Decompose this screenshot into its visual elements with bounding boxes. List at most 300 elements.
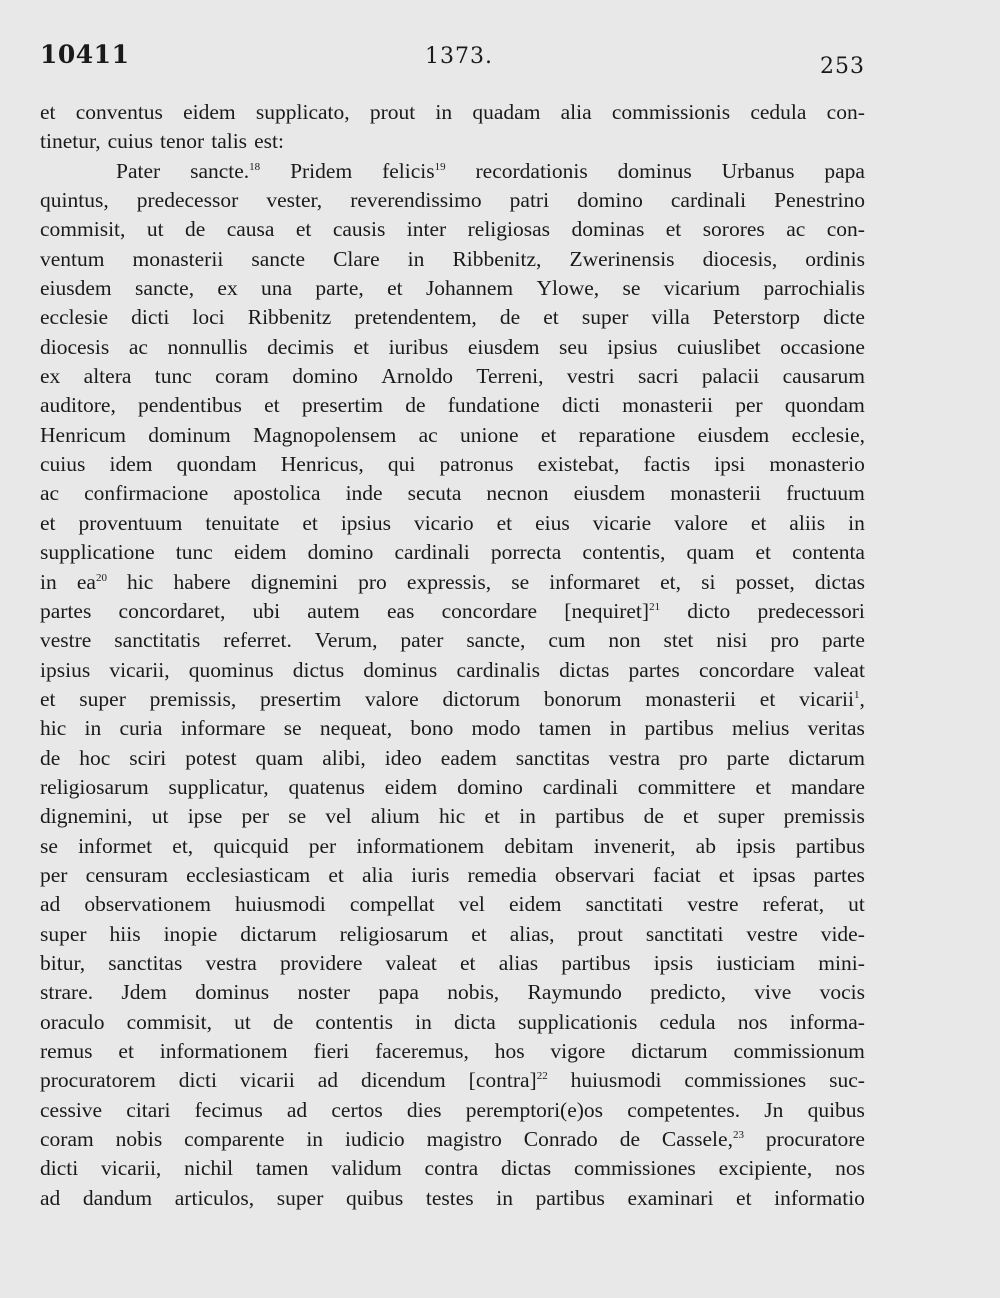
word: procuratore: [765, 1127, 865, 1152]
word: partes: [40, 598, 92, 623]
text-line: [40, 949, 865, 978]
word: Conrado: [523, 1127, 598, 1152]
word: valeat: [813, 657, 865, 682]
word: eidem: [233, 540, 287, 565]
text-line: [40, 127, 865, 156]
word: autem: [307, 598, 360, 623]
word: tamen: [538, 716, 592, 741]
word: eas: [386, 598, 415, 623]
word: dicto: [687, 598, 731, 623]
word: diocesis: [40, 334, 110, 359]
text-line: [40, 215, 865, 244]
word: vel: [325, 804, 352, 829]
word: sanctitatis: [114, 628, 201, 653]
word: ad: [40, 892, 61, 917]
word: quadam: [472, 100, 541, 124]
text-line: [40, 479, 865, 508]
word: sanctitati: [645, 921, 724, 946]
word: observari: [554, 862, 635, 887]
word: et: [471, 921, 487, 946]
word: certos: [331, 1097, 383, 1122]
word: religiosarum: [40, 774, 149, 799]
word: domino: [292, 364, 358, 389]
word: citari: [126, 1097, 171, 1122]
word: debitam: [504, 833, 574, 858]
word: partes: [628, 657, 680, 682]
word: altera: [83, 364, 132, 389]
word: una: [261, 276, 293, 301]
word: ipsi: [714, 452, 746, 477]
word: quintus,: [40, 188, 109, 213]
word: tinetur,: [40, 129, 101, 154]
word: eidem: [183, 100, 236, 124]
word: contra: [424, 1156, 479, 1181]
word: inter: [406, 217, 447, 242]
word: ex: [40, 364, 61, 389]
word: magistro: [426, 1127, 502, 1152]
word: huiusmodi: [570, 1068, 662, 1093]
word: commisit,: [40, 217, 126, 242]
word: recordationis: [475, 158, 588, 183]
text-line: [40, 538, 865, 567]
word: nos: [835, 1156, 865, 1181]
word: dictas: [501, 1156, 552, 1181]
word: domino: [307, 540, 374, 565]
word: et: [755, 774, 772, 799]
word: tamen: [255, 1156, 309, 1181]
word: et: [683, 804, 699, 829]
word: dominum: [148, 422, 231, 447]
text-line: [40, 157, 865, 186]
word: cardinali: [670, 188, 747, 213]
word: pro: [770, 628, 799, 653]
word: cessive: [40, 1097, 103, 1122]
word: ipsis: [736, 833, 776, 858]
word: noster: [297, 980, 351, 1005]
word: quam: [255, 745, 304, 770]
word: ipsis: [653, 950, 694, 975]
word: tunc: [154, 364, 192, 389]
word: eidem: [384, 774, 438, 799]
word: ipsius: [607, 334, 658, 359]
word: concordare: [698, 657, 795, 682]
text-line: [40, 626, 865, 655]
word: eiusdem: [573, 481, 646, 506]
word: bonorum: [543, 686, 622, 711]
word: super: [717, 804, 765, 829]
word: informa-: [789, 1009, 865, 1034]
word: dicendum: [360, 1068, 446, 1093]
word: pro: [358, 569, 387, 594]
text-line: [40, 568, 865, 597]
word: mini-: [818, 950, 865, 975]
word: vester,: [266, 188, 323, 213]
page-header: [40, 40, 865, 80]
word: hoc: [79, 745, 111, 770]
word: secuta: [407, 481, 462, 506]
word: providere: [279, 950, 363, 975]
word: $ea^{20}$: [76, 569, 107, 594]
word: con-: [826, 100, 865, 124]
word: commissiones: [573, 1156, 696, 1181]
word: competentes.: [627, 1097, 741, 1122]
word: supplicationis: [517, 1009, 638, 1034]
word: dicti: [40, 1156, 79, 1181]
word: excipiente,: [718, 1156, 813, 1181]
word: ad: [317, 1068, 339, 1093]
body-text: [40, 98, 865, 1213]
word: premissis,: [149, 686, 237, 711]
word: necnon: [486, 481, 549, 506]
word: eiusdem: [40, 276, 112, 301]
word: et: [759, 686, 776, 711]
word: dominus: [195, 980, 270, 1005]
word: in: [407, 246, 425, 271]
word: cardinali: [394, 540, 470, 565]
text-line: [40, 1037, 865, 1066]
word: in: [435, 100, 453, 124]
word: religiosarum: [339, 921, 449, 946]
word: hic: [40, 716, 67, 741]
word: et: [295, 217, 312, 242]
word: partibus: [535, 1185, 605, 1210]
word: valore: [674, 510, 728, 535]
word: quam: [686, 540, 735, 565]
word: et,: [660, 569, 682, 594]
word: predicto,: [650, 980, 726, 1005]
word: Pridem: [290, 158, 353, 183]
word: informationem: [159, 1039, 288, 1063]
word: dominus: [617, 158, 692, 183]
word: iusticiam: [716, 950, 796, 975]
word: de: [643, 804, 664, 829]
word: de: [619, 1127, 640, 1152]
word: cuius: [107, 129, 154, 154]
word: melius: [732, 716, 790, 741]
word: referat,: [762, 892, 825, 917]
word: habere: [173, 569, 231, 594]
word: sanctitas: [108, 950, 183, 975]
word: per: [735, 393, 763, 418]
word: informet: [78, 833, 153, 858]
word: Terreni,: [476, 364, 544, 389]
word: vide-: [820, 921, 865, 946]
word: quicquid: [213, 833, 289, 858]
word: alium: [370, 804, 420, 829]
word: ac: [40, 481, 60, 506]
text-line: [40, 245, 865, 274]
word: hos: [494, 1039, 525, 1063]
word: factis: [643, 452, 691, 477]
word: et: [460, 950, 476, 975]
word: sciri: [129, 745, 167, 770]
text-line: [40, 802, 865, 831]
word: veritas: [807, 716, 865, 741]
word: quondam: [176, 452, 257, 477]
text-line: [40, 333, 865, 362]
word: dicti: [131, 305, 170, 330]
word: informatio: [774, 1185, 865, 1210]
word: ut: [848, 892, 865, 917]
word: vel: [458, 892, 485, 917]
word: in: [848, 510, 865, 535]
word: ordinis: [805, 246, 865, 271]
word: ipsas: [752, 862, 796, 887]
word: de: [40, 745, 61, 770]
word: sancte,: [134, 276, 195, 301]
word: et: [496, 510, 513, 535]
word: pendentibus: [138, 393, 242, 418]
word: suc-: [829, 1068, 865, 1093]
text-line: [40, 978, 865, 1007]
word: se: [40, 833, 58, 858]
word: con-: [826, 217, 865, 242]
word: et: [540, 422, 557, 447]
word: sanctitas: [515, 745, 590, 770]
word: unione: [459, 422, 519, 447]
word: dictus: [292, 657, 345, 682]
word: et: [118, 1039, 134, 1063]
word: vestre: [687, 892, 739, 917]
word: pater: [400, 628, 444, 653]
word: premissis: [783, 804, 865, 829]
word: est:: [254, 129, 284, 154]
word: iuribus: [388, 334, 449, 359]
word: decimis: [267, 334, 334, 359]
text-line: [40, 685, 865, 714]
word: tunc: [175, 540, 213, 565]
word: compellat: [349, 892, 435, 917]
word: et: [736, 1185, 752, 1210]
word: vicarie: [592, 510, 652, 535]
word: predecessori: [757, 598, 865, 623]
word: supplicatur,: [168, 774, 269, 799]
word: et: [40, 686, 56, 711]
word: monasterii: [670, 481, 762, 506]
word: vocis: [819, 980, 865, 1005]
word: expressis,: [406, 569, 492, 594]
text-line: [40, 1154, 865, 1183]
word: reverendissimo: [350, 188, 482, 213]
word: Henricus,: [280, 452, 364, 477]
word: se: [283, 716, 302, 741]
word: ut: [146, 217, 164, 242]
word: posset,: [735, 569, 795, 594]
word: concordare: [441, 598, 538, 623]
word: parte,: [315, 276, 364, 301]
word: eiusdem: [697, 422, 770, 447]
word: invenerit,: [593, 833, 676, 858]
word: vestre: [746, 921, 798, 946]
word: idem: [109, 452, 153, 477]
text-line: [40, 714, 865, 743]
word: et: [302, 510, 318, 535]
word: presertim: [301, 393, 384, 418]
document-number: 10411: [40, 40, 130, 69]
word: alias,: [509, 921, 555, 946]
word: Raymundo: [527, 980, 622, 1005]
text-line: [40, 1096, 865, 1125]
word: [nequiret]$^{21}$: [564, 598, 661, 623]
word: partibus: [644, 716, 714, 741]
word: ipsius: [340, 510, 391, 535]
word: coram: [215, 364, 269, 389]
word: occasione: [780, 334, 865, 359]
word: cardinali: [542, 774, 618, 799]
word: nobis: [115, 1127, 163, 1152]
word: et: [755, 540, 771, 565]
word: bitur,: [40, 950, 86, 975]
text-line: [40, 861, 865, 890]
word: palacii: [701, 364, 760, 389]
text-line: [40, 832, 865, 861]
word: papa: [824, 158, 865, 183]
word: ex: [217, 276, 238, 301]
word: parte: [821, 628, 865, 653]
word: de: [184, 217, 206, 242]
word: ubi: [252, 598, 281, 623]
word: comparente: [184, 1127, 285, 1152]
word: informaret: [549, 569, 641, 594]
word: papa: [378, 980, 419, 1005]
word: reparatione: [578, 422, 676, 447]
word: aliis: [789, 510, 826, 535]
word: et: [750, 510, 767, 535]
word: auditore,: [40, 393, 116, 418]
word: alia: [560, 100, 592, 124]
word: Johannem: [425, 276, 514, 301]
word: in: [496, 1185, 513, 1210]
word: se: [288, 804, 307, 829]
word: qui: [387, 452, 416, 477]
text-line: [40, 303, 865, 332]
word: tenor: [160, 129, 205, 154]
word: in: [306, 1127, 324, 1152]
word: dicta: [454, 1009, 496, 1034]
word: Zwerinensis: [569, 246, 675, 271]
word: vicarii$^1$,: [799, 686, 865, 711]
word: monasterii: [132, 246, 224, 271]
word: de: [405, 393, 426, 418]
word: quondam: [784, 393, 865, 418]
text-line: [40, 773, 865, 802]
word: cedula: [659, 1009, 716, 1034]
word: prout: [369, 100, 416, 124]
word: causarum: [782, 364, 865, 389]
word: alia: [361, 862, 394, 887]
word: Henricum: [40, 422, 126, 447]
word: prout: [577, 921, 623, 946]
word: ac: [128, 334, 148, 359]
word: dictarum: [788, 745, 865, 770]
word: domino: [577, 188, 643, 213]
word: Magnopolensem: [252, 422, 397, 447]
word: eius: [535, 510, 570, 535]
word: vicarium: [663, 276, 741, 301]
word: dignemini,: [40, 804, 133, 829]
word: hic: [438, 804, 466, 829]
word: Pater: [116, 158, 161, 183]
text-line: [40, 509, 865, 538]
word: loci: [192, 305, 225, 330]
word: huiusmodi: [234, 892, 326, 917]
word: parrochialis: [763, 276, 865, 301]
word: procuratorem: [40, 1068, 156, 1093]
word: se: [622, 276, 641, 301]
word: fructuum: [786, 481, 865, 506]
word: concordaret,: [118, 598, 226, 623]
word: fundatione: [447, 393, 540, 418]
word: vestra: [205, 950, 257, 975]
word: cuius: [40, 452, 86, 477]
word: dictorum: [442, 686, 521, 711]
word: ad: [40, 1185, 61, 1210]
word: ad: [286, 1097, 308, 1122]
word: alias: [498, 950, 539, 975]
word: sancte: [251, 246, 306, 271]
word: seu: [559, 334, 588, 359]
word: ecclesie,: [791, 422, 865, 447]
word: curia: [119, 716, 163, 741]
word: faciat: [652, 862, 701, 887]
word: apostolica: [233, 481, 321, 506]
word: oraculo: [40, 1009, 105, 1034]
word: informationem: [356, 833, 485, 858]
word: Jdem: [121, 980, 167, 1005]
word: proventuum: [78, 510, 183, 535]
word: dicti: [561, 393, 601, 418]
word: Verum,: [314, 628, 378, 653]
word: et: [328, 862, 344, 887]
word: parte: [726, 745, 770, 770]
word: per: [40, 862, 68, 887]
text-line: [40, 421, 865, 450]
word: commissionum: [733, 1039, 865, 1063]
word: domino: [457, 774, 523, 799]
text-line: [40, 744, 865, 773]
word: sancte,: [466, 628, 526, 653]
word: et: [40, 510, 56, 535]
word: eidem: [508, 892, 562, 917]
word: et: [718, 862, 735, 887]
word: Jn: [764, 1097, 784, 1122]
word: vicarii: [239, 1068, 295, 1093]
text-line: [40, 1008, 865, 1037]
word: ut: [151, 804, 169, 829]
word: supplicato,: [255, 100, 350, 124]
word: sacri: [637, 364, 679, 389]
word: dictarum: [631, 1039, 708, 1063]
text-line: [40, 1184, 865, 1213]
word: quominus: [188, 657, 274, 682]
word: et: [484, 804, 500, 829]
word: causa: [226, 217, 275, 242]
word: hic: [127, 569, 154, 594]
word: patronus: [439, 452, 514, 477]
word: partibus: [795, 833, 865, 858]
word: dominus: [363, 657, 438, 682]
word: dicti: [178, 1068, 217, 1093]
word: super: [79, 686, 126, 711]
text-line: [40, 391, 865, 420]
text-line: [40, 274, 865, 303]
word: remus: [40, 1039, 93, 1063]
word: valore: [364, 686, 419, 711]
word: ecclesiasticam: [186, 862, 311, 887]
word: pretendentem,: [354, 305, 477, 330]
word: per: [308, 833, 337, 858]
word: partes: [813, 862, 865, 887]
